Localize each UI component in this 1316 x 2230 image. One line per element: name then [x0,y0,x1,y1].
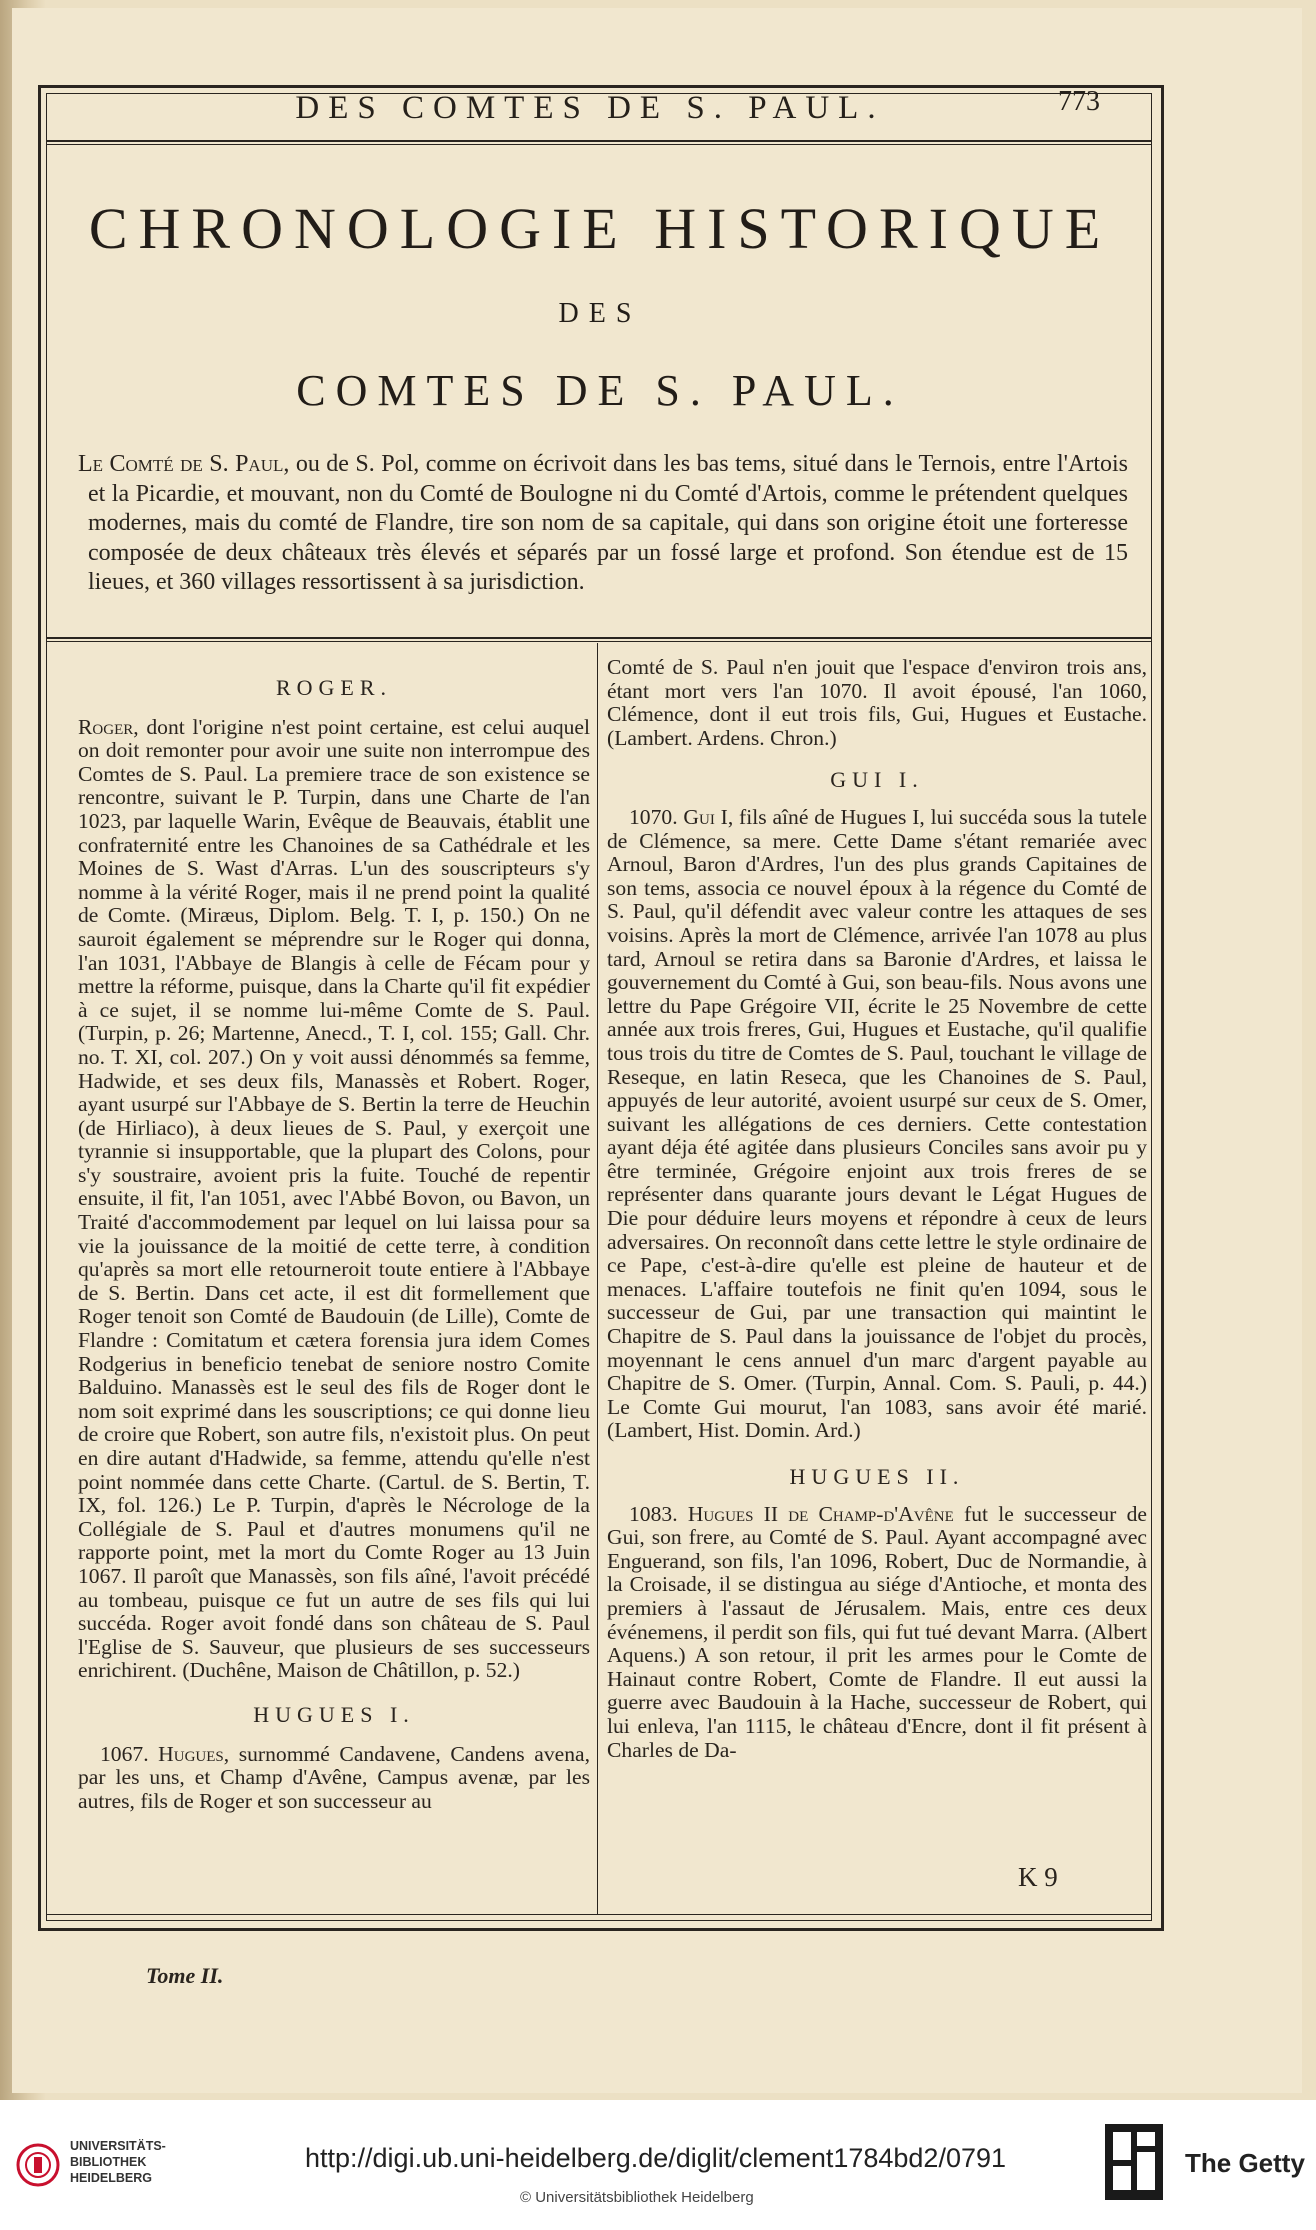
subtitle-des: DES [558,298,642,329]
hugues-2-text: fut le successeur de Gui, son frere, au Comté de S. Paul. Ayant accompagné avec Enguerand, son fils, l'an 1096, Robert, Duc de Normandie, à la Croisade, il se distingua au siége d'Antioche, et monta des premiers à l'assaut de Jérusalem. Mais, entre ces deux événemens, il perdit son fils, qui fut tué devant Marra. (Albert Aquens.) A son retour, il prit les armes pour le Comte de Hainaut contre Robert, Comte de Flandre. Il eut aussi la guerre avec Baudouin à la Hache, successeur de Robert, qui lui enleva, l'an 1115, le château d'Encre, dont il fit présent à Charles de Da- [607,1501,1147,1762]
left-column [78,676,590,1813]
header-rule [46,140,1152,142]
main-title: CHRONOLOGIE HISTORIQUE [88,196,1112,261]
heading-hugues-1: HUGUES I. [253,1701,415,1727]
intro-rule-thin [46,641,1152,642]
viewer-footer [0,2100,1316,2230]
heading-hugues-2: HUGUES II. [789,1464,965,1489]
copyright-notice: © Universitätsbibliothek Heidelberg [520,2189,754,2206]
hugues-1-entry [78,1743,590,1814]
header-rule-thin [46,144,1152,145]
intro-lead: Le Comté de S. Paul [78,451,284,477]
university-library-seal-icon [16,2140,60,2190]
column-divider [597,643,598,1915]
gui-1-text: , fils aîné de Hugues I, lui succéda sous la tutele de Clémence, sa mere. Cette Dame s'étant remariée avec Arnoul, Baron d'Ardres, l'un des plus grands Capitaines de son tems, associa ce nouvel époux à la régence du Comté de S. Paul, qu'il défendit avec valeur contre les attaques de ses voisins. Après la mort de Clémence, arrivée l'an 1078 au plus tard, Arnoul se retira dans sa Baronie d'Ardres, et laissa le gouvernement du Comté à Gui, son beau-fils. Nous avons une lettre du Pape Grégoire VII, écrite le 25 Novembre de cette année aux trois freres, Gui, Hugues et Eustache, qu'il qualifie tous trois du titre de Comtes de S. Paul, touchant le village de Reseque, en latin Reseca, que les Chanoines de S. Paul, appuyés de leur autorité, avoient usurpé sur ceux de S. Omer, suivant les allégations de ces derniers. Cette contestation ayant déja été agitée dans plusieurs Conciles sans avoir pu y être terminée, Grégoire enjoint aux trois freres de se représenter dans quarante jours devant le Légat Hugues de Die pour déduire leurs moyens et répondre à ceux de leurs adversaires. On reconnoît dans cette lettre le style ordinaire de ce Pape, c'est-à-dire qu'elle est pleine de hauteur et de menaces. L'affaire toutefois ne finit qu'en 1094, sous le successeur de Gui, par une transaction qui maintint le Chapitre de S. Paul dans la jouissance de l'objet du procès, moyennant le cens annuel d'un marc d'argent payable au Chapitre de S. Omer. (Turpin, Annal. Com. S. Pauli, p. 44.) Le Comte Gui mourut, l'an 1083, sans avoir été marié. (Lambert, Hist. Domin. Ard.) [607,804,1147,1443]
page-number: 773 [1058,86,1100,117]
intro-text: , ou de S. Pol, comme on écrivoit dans les bas tems, situé dans le Ternois, entre l'Artois et la Picardie, et mouvant, non du Comté de Boulogne ni du Comté d'Artois, comme le prétendent quelques modernes, mais du comté de Flandre, tire son nom de sa capitale, qui dans son origine étoit une forteresse composée de deux châteaux très élevés et séparés par un fossé large et profond. Son étendue est de 15 lieues, et 360 villages ressortissent à sa jurisdiction. [88,451,1128,595]
roger-entry [78,716,590,1683]
library-name-line: HEIDELBERG [70,2171,152,2185]
library-name [70,2138,166,2186]
library-name-line: BIBLIOTHEK [70,2155,147,2169]
heading-gui-1: GUI I. [830,767,924,793]
intro-rule [46,637,1152,639]
bottom-rule [46,1914,1152,1915]
getty-label: The Getty [1185,2148,1305,2178]
hugues-1-lead: 1067. Hugues [100,1741,224,1766]
getty-logo-icon [1103,2122,1165,2202]
volume-label: Tome II. [146,1963,224,1988]
roger-lead: Roger [78,714,134,739]
hugues-1-continuation: Comté de S. Paul n'en jouit que l'espace d'environ trois ans, étant mort vers l'an 1070. Il avoit épousé, l'an 1060, Clémence, dont il eut trois fils, Gui, Hugues et Eustache. (Lambert. Ardens. Chron.) [607,655,1147,750]
hugues-2-entry [607,1503,1147,1763]
hugues-2-lead: 1083. Hugues II de Champ-d'Avêne [629,1501,954,1526]
gui-1-lead: 1070. Gui I [629,804,728,829]
hugues-1-text: , surnommé Candavene, Candens avena, par les uns, et Champ d'Avêne, Campus avenæ, par les autres, fils de Roger et son successeur au [78,1741,590,1813]
gui-1-entry [607,806,1147,1443]
heading-roger: ROGER. [275,675,393,700]
right-column [607,656,1147,1762]
intro-paragraph [78,450,1128,598]
library-name-line: UNIVERSITÄTS- [70,2139,166,2153]
subtitle-comtes: COMTES DE S. PAUL. [296,366,904,415]
permalink-url[interactable]: http://digi.ub.uni-heidelberg.de/diglit/clement1784bd2/0791 [305,2143,1007,2173]
roger-text: , dont l'origine n'est point certaine, est celui auquel on doit remonter pour avoir une suite non interrompue des Comtes de S. Paul. La premiere trace de son existence se rencontre, suivant le P. Turpin, dans une Charte de l'an 1023, par laquelle Warin, Evêque de Beauvais, établit une confraternité entre les Chanoines de sa Cathédrale et les Moines de S. Wast d'Arras. L'un des souscripteurs s'y nomme à la vérité Roger, mais il ne prend point la qualité de Comte. (Miræus, Diplom. Belg. T. I, p. 150.) On ne sauroit également se méprendre sur le Roger qui donna, l'an 1031, l'Abbaye de Blangis à celle de Fécam pour y mettre la réforme, puisque, dans la Charte qu'il fit expédier à ce sujet, il se nomme lui-même Comte de S. Paul. (Turpin, p. 26; Martenne, Anecd., T. I, col. 155; Gall. Chr. no. T. XI, col. 207.) On y voit aussi dénommés sa femme, Hadwide, et ses deux fils, Manassès et Robert. Roger, ayant usurpé sur l'Abbaye de S. Bertin la terre de Heuchin (de Hirliaco), à deux lieues de S. Paul, y exerçoit une tyrannie si insupportable, que la plupart des Colons, pour s'y soustraire, avoient pris la fuite. Touché de repentir ensuite, il fit, l'an 1051, avec l'Abbé Bovon, ou Bavon, un Traité d'accommodement par lequel on lui laissa pour sa vie la jouissance de la moitié de cette terre, à condition qu'après sa mort elle retourneroit toute entiere à l'Abbaye de S. Bertin. Dans cet acte, il est dit formellement que Roger tenoit son Comté de Baudouin (de Lille), Comte de Flandre : Comitatum et cætera forensia jura idem Comes Rodgerius in beneficio tenebat de seniore nostro Comite Balduino. Manassès est le seul des fils de Roger dont le nom soit exprimé dans les souscriptions; ce qui donne lieu de croire que Robert, son autre fils, n'existoit plus. On peut en dire autant d'Hadwide, sa femme, attendu qu'elle n'est point nommée dans cette Charte. (Cartul. de S. Bertin, T. IX, fol. 126.) Le P. Turpin, d'après le Nécrologe de la Collégiale de S. Paul et d'autres monumens qu'il ne rapporte point, met la mort du Comte Roger au 13 Juin 1067. Il paroît que Manassès, son fils aîné, l'avoit précédé au tombeau, puisque ce fut un autre de ses fils qui lui succéda. Roger avoit fondé dans son château de S. Paul l'Eglise de S. Sauveur, que plusieurs de ses successeurs enrichirent. (Duchêne, Maison de Châtillon, p. 52.) [78,714,590,1683]
signature-mark: K 9 [1018,1862,1058,1892]
running-head: DES COMTES DE S. PAUL. [295,90,885,126]
